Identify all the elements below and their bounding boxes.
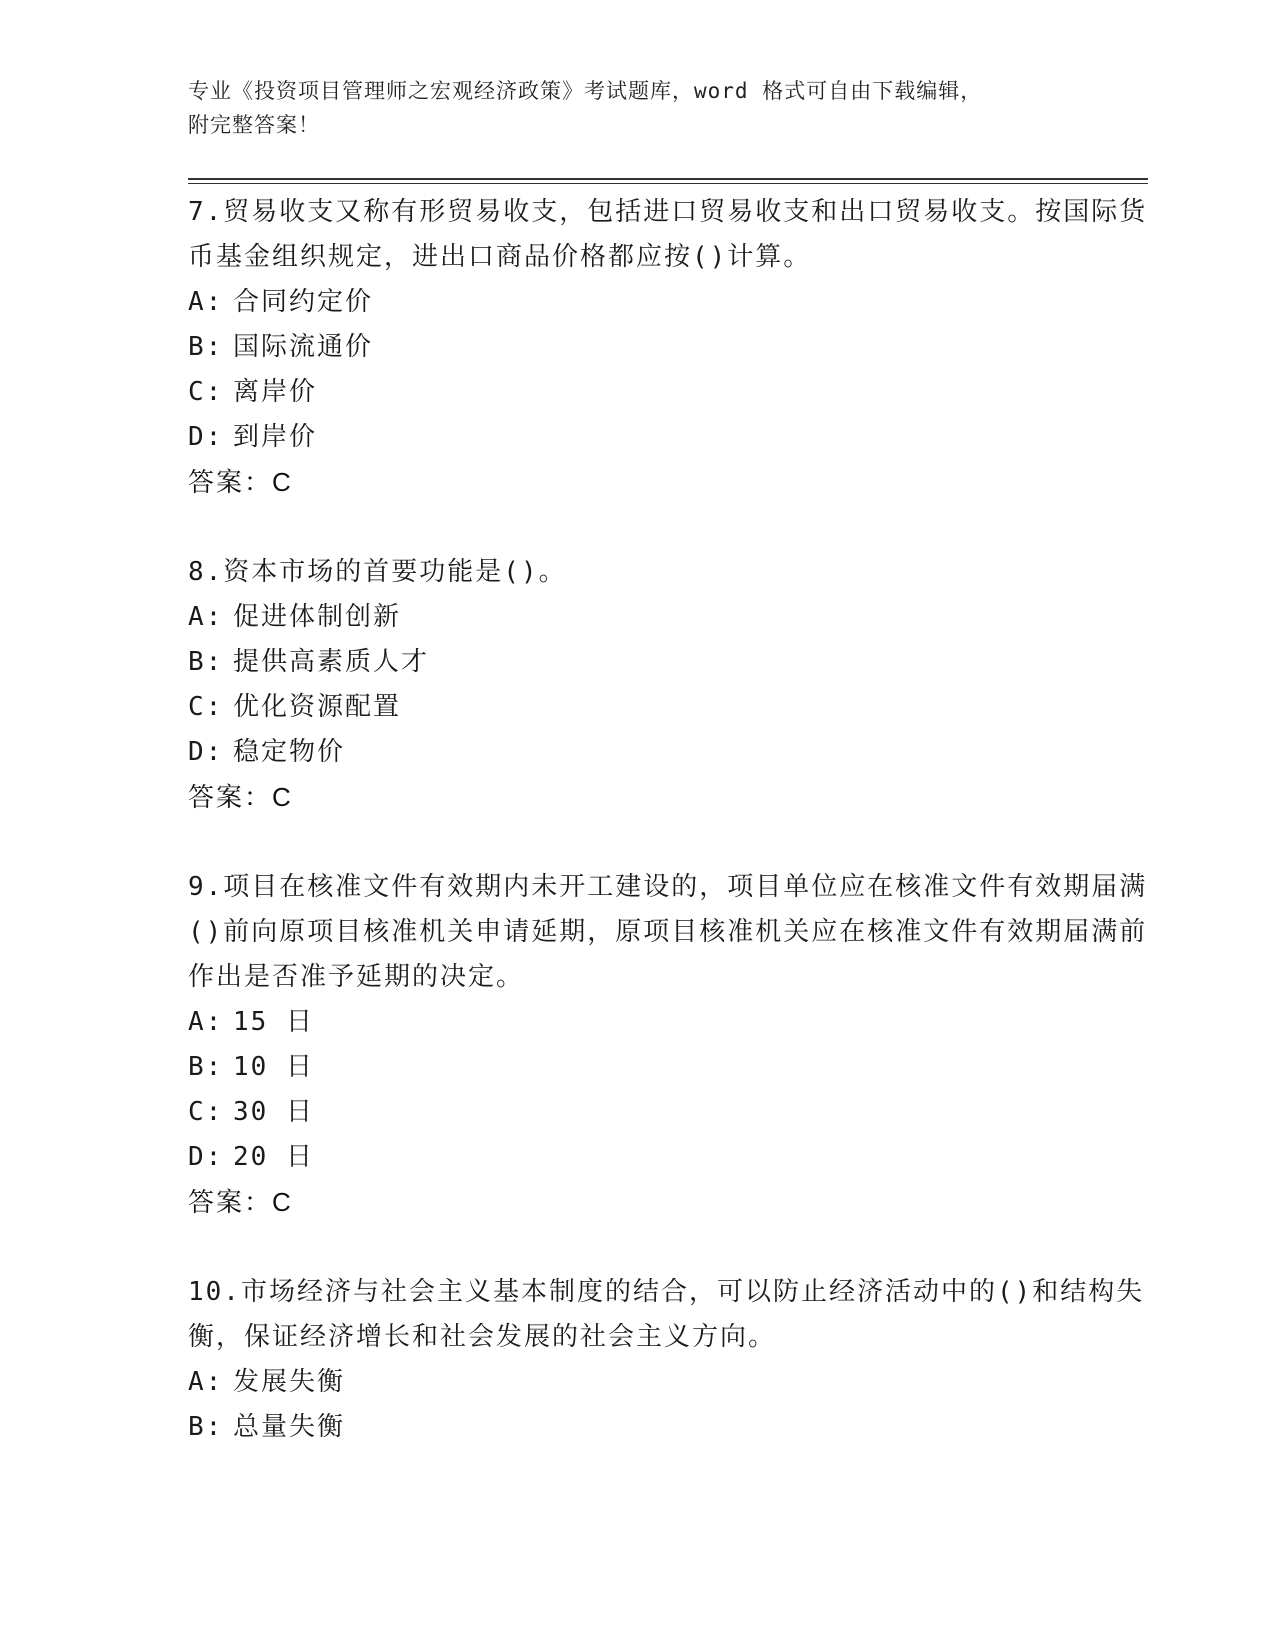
option-key: C: [188, 1097, 224, 1127]
header-divider [188, 178, 1148, 184]
option-text: 优化资源配置 [233, 692, 402, 722]
option-a [188, 595, 1148, 640]
option-c [188, 370, 1148, 415]
header-line-2: 附完整答案！ [188, 113, 320, 137]
option-key: A: [188, 1007, 224, 1037]
option-key: D: [188, 1142, 224, 1172]
header-line-1: 专业《投资项目管理师之宏观经济政策》考试题库，word 格式可自由下载编辑， [188, 79, 983, 103]
answer-line: 答案：C [188, 467, 293, 497]
option-c [188, 1090, 1148, 1135]
option-key: D: [188, 737, 224, 767]
question-7 [188, 190, 1148, 505]
question-stem: 8.资本市场的首要功能是()。 [188, 557, 567, 587]
option-key: B: [188, 1412, 224, 1442]
option-key: C: [188, 377, 224, 407]
option-b [188, 325, 1148, 370]
option-b [188, 1405, 1148, 1450]
answer-line: 答案：C [188, 782, 293, 812]
option-text: 30 日 [233, 1097, 314, 1127]
option-key: A: [188, 602, 224, 632]
option-d [188, 415, 1148, 460]
option-d [188, 1135, 1148, 1180]
option-text: 国际流通价 [233, 332, 374, 362]
option-b [188, 1045, 1148, 1090]
option-text: 发展失衡 [233, 1367, 346, 1397]
option-key: C: [188, 692, 224, 722]
option-b [188, 640, 1148, 685]
question-stem: 9.项目在核准文件有效期内未开工建设的，项目单位应在核准文件有效期届满()前向原项目核准机关申请延期，原项目核准机关应在核准文件有效期届满前作出是否准予延期的决定。 [188, 872, 1148, 992]
header-note [188, 74, 1088, 142]
option-text: 20 日 [233, 1142, 314, 1172]
option-key: A: [188, 287, 224, 317]
option-key: B: [188, 647, 224, 677]
question-8 [188, 550, 1148, 820]
option-text: 提供高素质人才 [233, 647, 430, 677]
option-a [188, 280, 1148, 325]
question-10 [188, 1270, 1148, 1450]
option-a [188, 1360, 1148, 1405]
option-c [188, 685, 1148, 730]
option-d [188, 730, 1148, 775]
question-stem: 10.市场经济与社会主义基本制度的结合，可以防止经济活动中的()和结构失衡，保证经济增长和社会发展的社会主义方向。 [188, 1277, 1145, 1352]
option-text: 总量失衡 [233, 1412, 346, 1442]
answer-line: 答案：C [188, 1187, 293, 1217]
option-text: 10 日 [233, 1052, 314, 1082]
option-a [188, 1000, 1148, 1045]
option-text: 15 日 [233, 1007, 314, 1037]
option-text: 稳定物价 [233, 737, 346, 767]
option-text: 促进体制创新 [233, 602, 402, 632]
option-text: 到岸价 [233, 422, 318, 452]
option-key: A: [188, 1367, 224, 1397]
option-text: 合同约定价 [233, 287, 374, 317]
option-key: D: [188, 422, 224, 452]
question-9 [188, 865, 1148, 1225]
option-text: 离岸价 [233, 377, 318, 407]
option-key: B: [188, 332, 224, 362]
question-stem: 7.贸易收支又称有形贸易收支，包括进口贸易收支和出口贸易收支。按国际货币基金组织规定，进出口商品价格都应按()计算。 [188, 197, 1148, 272]
option-key: B: [188, 1052, 224, 1082]
question-list [188, 190, 1148, 1495]
